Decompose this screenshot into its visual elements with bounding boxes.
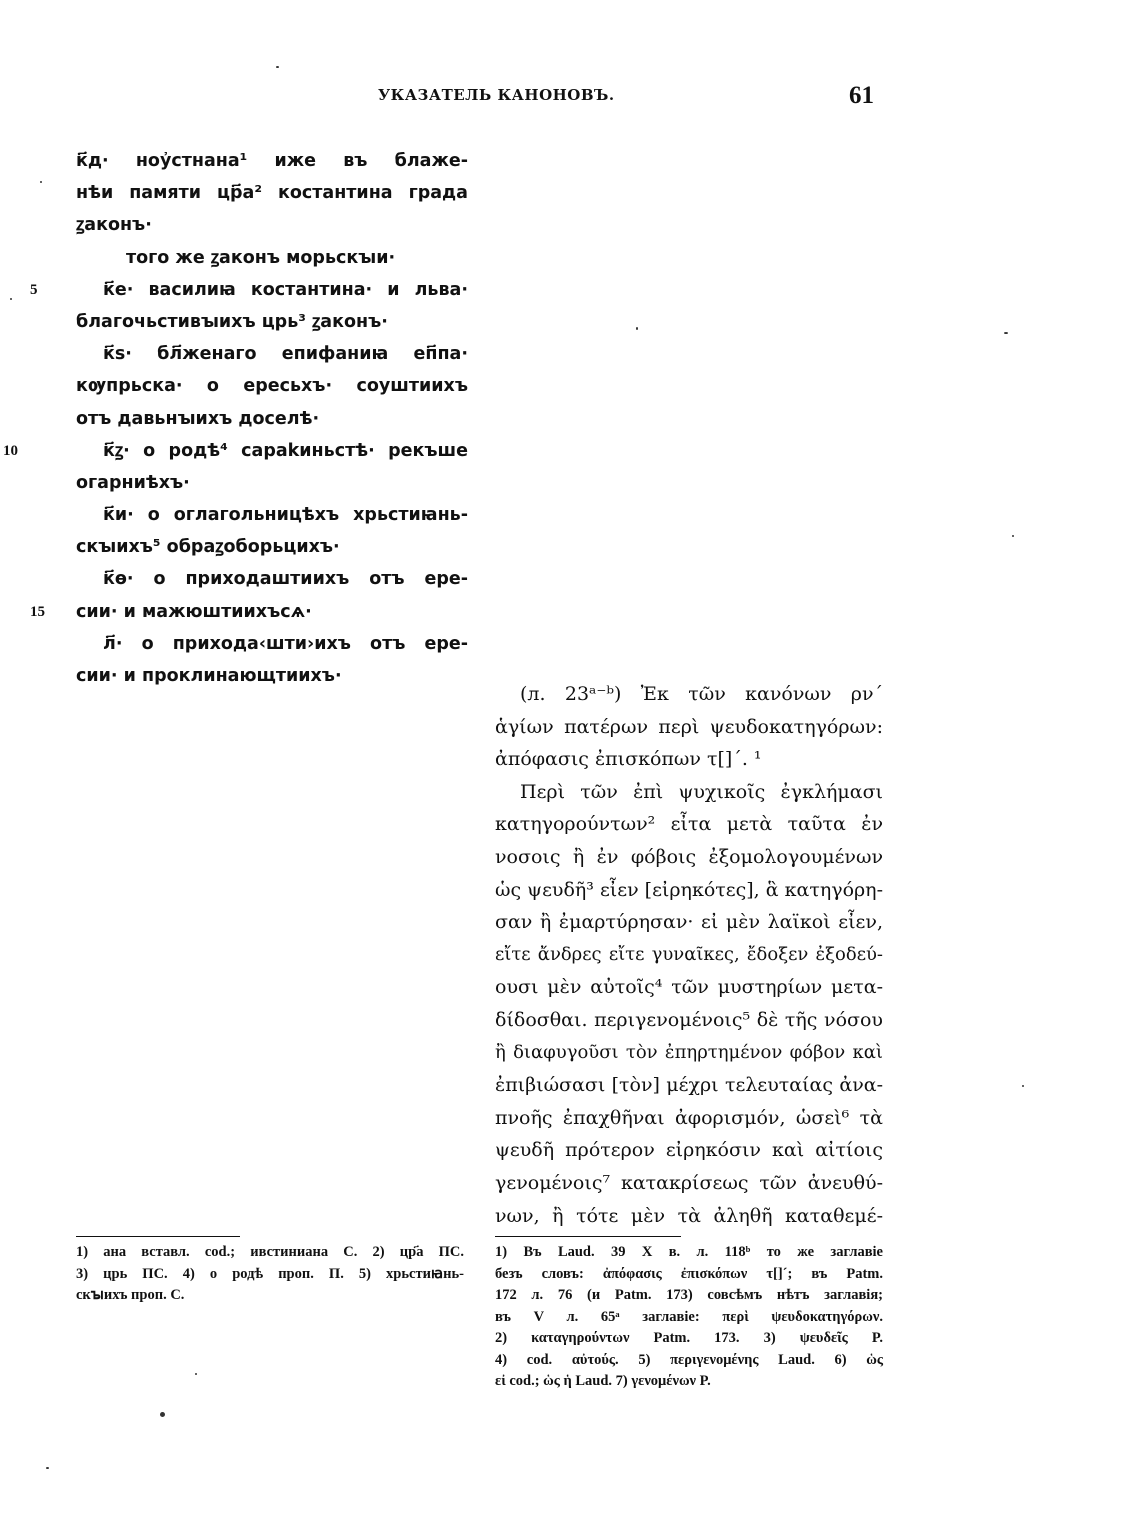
slavonic-line: нѣи памяти цр҃а² костантина града (76, 183, 468, 204)
page-number: 61 (849, 82, 874, 109)
scan-speck (1022, 1085, 1024, 1087)
slavonic-column (3, 145, 468, 692)
greek-line: ἁγίων πατέρων περὶ ψευδοκατηγόρων: (495, 715, 883, 738)
footnote-line: 172 л. 76 (и Patm. 173) совсѣмъ нѣтъ заглавія; (495, 1287, 883, 1303)
line-number: 10 (3, 442, 18, 459)
footnote-line: въ V л. 65ᵃ заглавіе: περὶ ψευδοκατηγόρων. (495, 1308, 883, 1325)
running-head: УКАЗАТЕЛЬ КАНОНОВЪ. (378, 86, 615, 104)
greek-line: νων, ἢ τότε μὲν τὰ ἀληθῆ καταθεμέ- (495, 1204, 883, 1227)
slavonic-line: благочьстивꙑихъ црь³ ꙁаконъ· (76, 311, 388, 332)
slavonic-line: ꙁаконъ· (76, 215, 152, 236)
line-number: 5 (30, 281, 38, 298)
scan-speck (276, 66, 279, 68)
slavonic-line: л҃· о прихода‹шти›ихъ отъ ере- (103, 633, 468, 654)
slavonic-line: к҃д· ноу҆стнана¹ иже въ блаже- (76, 151, 468, 171)
line-number: 15 (30, 603, 45, 620)
footnotes-left (76, 1242, 464, 1307)
footnote-rule-left (76, 1236, 240, 1237)
greek-line: ψευδῆ πρότερον εἰρηκόσιν καὶ αἰτίοις (495, 1139, 883, 1162)
greek-line: Περὶ τῶν ἐπὶ ψυχικοῖς ἐγκλήμασι (520, 780, 883, 803)
greek-line: ἀπόφασις ἐπισκόπων τ[]´. ¹ (495, 748, 762, 771)
scan-speck (10, 298, 12, 300)
slavonic-line: 15 сии· и мажюштиихъсѧ· (76, 596, 468, 628)
scan-speck (1012, 535, 1014, 537)
slavonic-line: того же ꙁаконъ морьскꙑи· (126, 247, 396, 268)
greek-line: εἴτε ἄνδρες εἴτε γυναῖκες, ἔδοξεν ἐξοδεύ- (495, 943, 883, 965)
scan-speck (636, 327, 638, 330)
scan-speck (1004, 332, 1008, 334)
slavonic-line: к҃ѳ· о приходаштиихъ отъ ере- (103, 569, 468, 590)
greek-line: ἐπιβιώσασι [τὸν] μέχρι τελευταίας ἀνα- (495, 1074, 883, 1097)
scan-speck (160, 1412, 165, 1417)
slavonic-line: скꙑихъ⁵ обраꙁоборьцихъ· (76, 537, 340, 558)
footnote-line: 3) црь ПС. 4) о родѣ проп. П. 5) хрьстиꙗнь- (76, 1265, 464, 1282)
greek-line: κατηγορούντων² εἶτα μετὰ ταῦτα ἐν (495, 813, 883, 836)
footnote-line: 1) Въ Laud. 39 X в. л. 118ᵇ то же заглавіе (495, 1244, 883, 1260)
slavonic-line: кѹпрьска· о ересьхъ· соуштиихъ (76, 376, 468, 397)
footnote-line: εἰ cod.; ὡς ἡ Laud. 7) γενομένων P. (495, 1373, 711, 1389)
slavonic-line: 10 к҃ꙁ· о родѣ⁴ сараkиньстѣ· рекъше (76, 435, 468, 467)
greek-line: δίδοσθαι. περιγενομένοις⁵ δὲ τῆς νόσου (495, 1008, 883, 1031)
greek-line: πνοῆς ἐπαχθῆναι ἀφορισμόν, ὡσεὶ⁶ τὰ (495, 1106, 883, 1129)
slavonic-line: огарниѣхъ· (76, 472, 190, 493)
scan-speck (40, 181, 42, 183)
slavonic-line: 5 к҃е· василиꙗ костантина· и льва· (76, 274, 468, 306)
greek-line: ἢ διαφυγοῦσι τὸν ἐπηρτημένον φόβον καὶ (495, 1041, 883, 1063)
greek-line: ὡς ψευδῆ³ εἶεν [εἰρηκότες], ἃ κατηγόρη- (495, 878, 883, 901)
footnote-line: 2) καταγηρούντων Patm. 173. 3) ψευδεῖς P. (495, 1330, 883, 1346)
footnote-line: безъ словъ: ἀπόφασις ἐπισκόπων τ[]´; въ Patm. (495, 1265, 883, 1282)
footnotes-right (495, 1242, 883, 1393)
footnote-line: 1) ана вставл. cod.; ивстиниана С. 2) цр҃а ПС. (76, 1244, 464, 1260)
greek-line: ουσι μὲν αὐτοῖς⁴ τῶν μυστηρίων μετα- (495, 976, 883, 999)
footnote-line: скꙑихъ проп. С. (76, 1287, 185, 1303)
scan-speck (195, 1373, 197, 1375)
slavonic-line: к҃ѕ· бл҃женаго епифаниꙗ еп҃па· (103, 344, 468, 365)
greek-column (495, 678, 883, 1232)
scan-speck (46, 1467, 49, 1469)
greek-line: γενομένοις⁷ κατακρίσεως τῶν ἀνευθύ- (495, 1171, 883, 1194)
footnote-rule-right (495, 1236, 681, 1237)
slavonic-line: отъ давьнꙑихъ доселѣ· (76, 408, 320, 429)
footnote-line: 4) cod. αὐτούς. 5) περιγενομένης Laud. 6) ὡς (495, 1351, 883, 1368)
greek-line: σαν ἢ ἐμαρτύρησαν· εἰ μὲν λαϊκοὶ εἶεν, (495, 911, 883, 934)
slavonic-line: сии· и проклинающтиихъ· (76, 666, 342, 686)
greek-line: νοσοις ἢ ἐν φόβοις ἐξομολογουμένων (495, 845, 883, 868)
slavonic-line: к҃и· о оглагольницѣхъ хрьстиꙗнь- (103, 505, 468, 526)
greek-line: (л. 23ᵃ⁻ᵇ) Ἐκ τῶν κανόνων ρν´ (520, 683, 883, 705)
